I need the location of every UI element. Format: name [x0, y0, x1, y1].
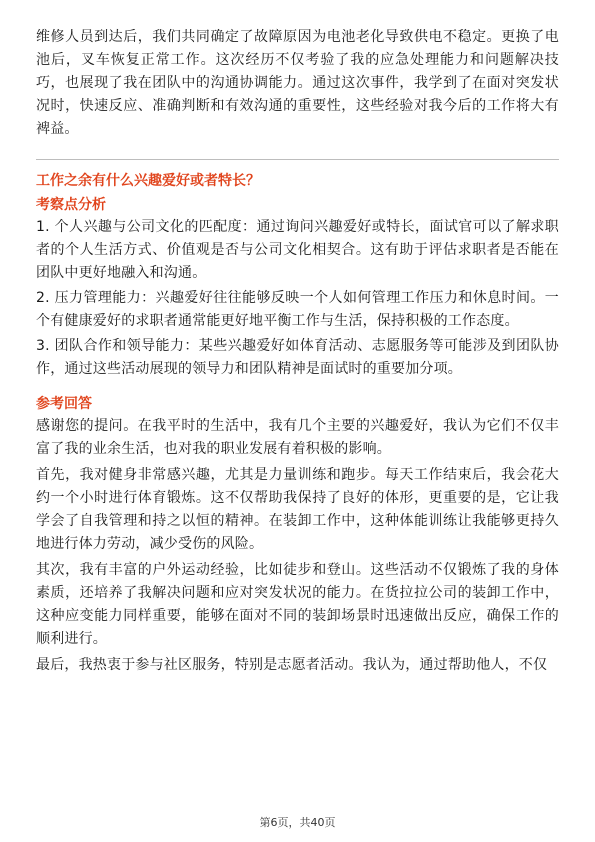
intro-paragraph: 维修人员到达后，我们共同确定了故障原因为电池老化导致供电不稳定。更换了电池后，叉车恢复正常工作。这次经历不仅考验了我的应急处理能力和问题解决技巧，也展现了我在团队中的沟通协调能力。通过这次事件，我学到了在面对突发状况时，快速反应、准确判断和有效沟通的重要性，这些经验对我今后的工作将大有裨益。	[36, 29, 559, 137]
answer-paragraph: 首先，我对健身非常感兴趣，尤其是力量训练和跑步。每天工作结束后，我会花大约一个小时进行体育锻炼。这不仅帮助我保持了良好的体形，更重要的是，它让我学会了自我管理和持之以恒的精神。在装卸工作中，这种体能训练让我能够更持久地进行体力劳动，减少受伤的风险。	[36, 467, 559, 552]
analysis-point: 1. 个人兴趣与公司文化的匹配度：通过询问兴趣爱好或特长，面试官可以了解求职者的个人生活方式、价值观是否与公司文化相契合。这有助于评估求职者是否能在团队中更好地融入和沟通。	[36, 219, 559, 281]
analysis-title: 考察点分析	[36, 197, 106, 213]
analysis-point: 2. 压力管理能力：兴趣爱好往往能够反映一个人如何管理工作压力和休息时间。一个有健康爱好的求职者通常能更好地平衡工作与生活，保持积极的工作态度。	[36, 290, 559, 329]
question-heading: 工作之余有什么兴趣爱好或者特长？	[36, 173, 260, 189]
answer-paragraph: 最后，我热衷于参与社区服务，特别是志愿者活动。我认为，通过帮助他人，不仅	[36, 657, 548, 673]
analysis-point: 3. 团队合作和领导能力：某些兴趣爱好如体育活动、志愿服务等可能涉及到团队协作，通过这些活动展现的领导力和团队精神是面试时的重要加分项。	[36, 338, 559, 377]
answer-section	[36, 393, 559, 677]
answer-paragraph: 其次，我有丰富的户外运动经验，比如徒步和登山。这些活动不仅锻炼了我的身体素质，还培养了我解决问题和应对突发状况的能力。在货拉拉公司的装卸工作中，这种应变能力同样重要，能够在面对不同的装卸场景时迅速做出反应，确保工作的顺利进行。	[36, 562, 559, 647]
section-divider	[36, 159, 559, 160]
answer-paragraph: 感谢您的提问。在我平时的生活中，我有几个主要的兴趣爱好，我认为它们不仅丰富了我的业余生活，也对我的职业发展有着积极的影响。	[36, 418, 559, 457]
page-content	[36, 26, 559, 680]
answer-title: 参考回答	[36, 396, 92, 412]
analysis-section	[36, 194, 559, 381]
page-footer: 第6页，共40页	[259, 816, 336, 829]
